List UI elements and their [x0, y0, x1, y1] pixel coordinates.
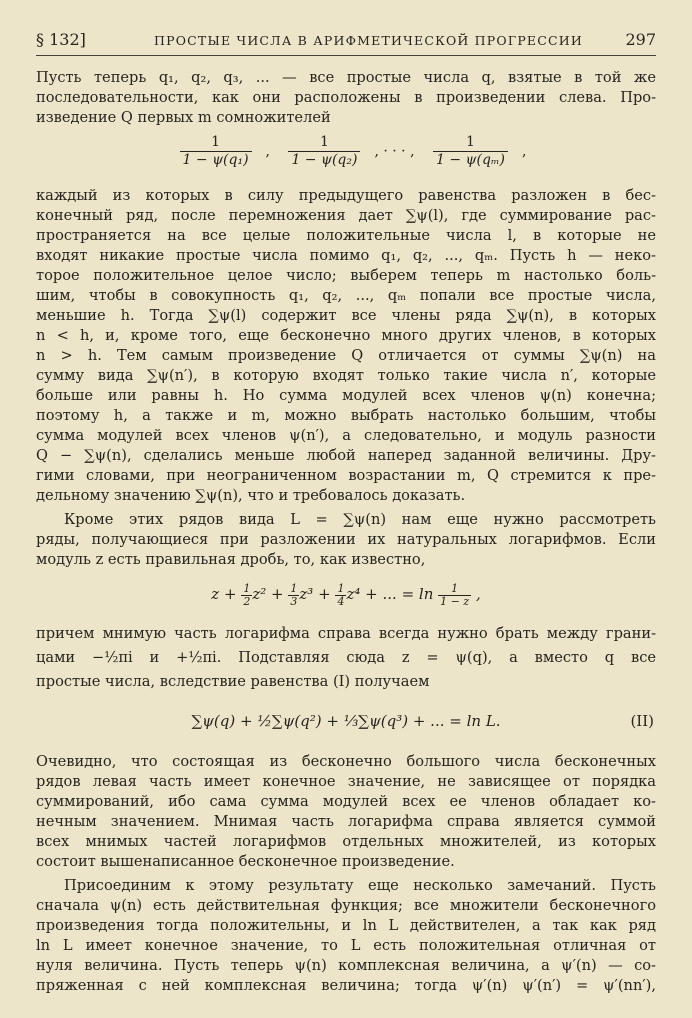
- text-line: Очевидно, что состоящая из бесконечно большого числа бесконечных: [36, 753, 656, 770]
- fraction: $\frac{1}{\text{1 − ψ(q₁)}}$: [180, 134, 252, 169]
- text-line: гими словами, при неограниченном возрастании m, Q стремится к пре-: [36, 467, 656, 484]
- text-line: входят никакие простые числа помимо q₁, q₂, ..., qₘ. Пусть h — неко-: [36, 247, 656, 264]
- text-line: меньшие h. Тогда ∑ψ(l) содержит все члены ряда ∑ψ(n), в которых: [36, 307, 656, 324]
- text-line: Кроме этих рядов вида L = ∑ψ(n) нам еще нужно рассмотреть: [64, 511, 656, 528]
- text-line: изведение Q первых m сомножителей: [36, 109, 331, 126]
- section-marker: § 132]: [36, 30, 86, 49]
- text-line: Q − ∑ψ(n), сделались меньше любой наперед заданной величины. Дру-: [36, 447, 656, 464]
- text-line: всех мнимых частей логарифмов отдельных множителей, из которых: [36, 833, 656, 850]
- text-line: пространяется на все целые положительные числа l, в которые не: [36, 227, 656, 244]
- equation-tag: (II): [630, 712, 654, 730]
- text-line: Присоединим к этому результату еще несколько замечаний. Пусть: [64, 877, 656, 894]
- log-product-equation: ∑ψ(q) + ½∑ψ(q²) + ⅓∑ψ(q³) + ... = ln L.: [191, 712, 501, 730]
- text-line: шим, чтобы в совокупность q₁, q₂, ..., qₘ попали все простые числа,: [36, 287, 656, 304]
- text-line: сумма модулей всех членов ψ(n′), а следовательно, и модуль разности: [36, 427, 656, 444]
- text-line: n > h. Тем самым произведение Q отличается от суммы ∑ψ(n) на: [36, 347, 656, 364]
- text-line: поэтому h, а также и m, можно выбрать настолько большим, чтобы: [36, 407, 656, 424]
- running-header: [36, 30, 656, 56]
- text-line: произведения тогда положительны, и ln L действителен, а так как ряд: [36, 917, 656, 934]
- log-series-equation: z + $\frac{1}{2}$ z² + $\frac{1}{3}$ z³ + $\frac{1}{4}$ z⁴ + ... = ln $\frac{1}{1 - z}$ ,: [211, 581, 481, 608]
- page-number: 297: [625, 30, 656, 49]
- text-line: нечным значением. Мнимая часть логарифма справа является суммой: [36, 813, 656, 830]
- text-line: Пусть теперь q₁, q₂, q₃, ... — все простые числа q, взятые в той же: [36, 69, 656, 86]
- header-rule: [36, 55, 656, 56]
- text-line: больше или равны h. Но сумма модулей всех членов ψ(n) конечна;: [36, 387, 656, 404]
- ellipsis: · · ·: [383, 143, 406, 160]
- text-line: сумму вида ∑ψ(n′), в которую входят только такие числа n′, которые: [36, 367, 656, 384]
- text-line: дельному значению ∑ψ(n), что и требовалось доказать.: [36, 487, 466, 504]
- text-line: ряды, получающиеся при разложении их натуральных логарифмов. Если: [36, 531, 656, 548]
- text-line: конечный ряд, после перемножения дает ∑ψ(l), где суммирование рас-: [36, 207, 656, 224]
- fraction: $\frac{1}{\text{1 − ψ(q₂)}}$: [288, 134, 360, 169]
- text-line: каждый из которых в силу предыдущего равенства разложен в бес-: [36, 187, 656, 204]
- text-line: состоит вышенаписанное бесконечное произведение.: [36, 853, 455, 870]
- text-line: последовательности, как они расположены в произведении слева. Про-: [36, 89, 656, 106]
- text-line: ln L имеет конечное значение, то L есть положительная отличная от: [36, 937, 656, 954]
- text-line: цами −½πi и +½πi. Подставляя сюда z = ψ(q), а вместо q все: [36, 649, 656, 666]
- text-line: рядов левая часть имеет конечное значение, не зависящее от порядка: [36, 773, 656, 790]
- text-line: простые числа, вследствие равенства (I) получаем: [36, 673, 430, 690]
- text-line: пряженная с ней комплексная величина; тогда ψ′(n) ψ′(n′) = ψ′(nn′),: [36, 977, 656, 994]
- fraction: $\frac{1}{\text{1 − ψ(qₘ)}}$: [433, 134, 508, 169]
- chapter-title: ПРОСТЫЕ ЧИСЛА В АРИФМЕТИЧЕСКОЙ ПРОГРЕССИИ: [154, 33, 583, 48]
- text-line: сначала ψ(n) есть действительная функция; все множители бесконечного: [36, 897, 656, 914]
- text-line: торое положительное целое число; выберем теперь m настолько боль-: [36, 267, 656, 284]
- text-line: суммирований, ибо сама сумма модулей всех ее членов обладает ко-: [36, 793, 656, 810]
- text-line: причем мнимую часть логарифма справа всегда нужно брать между грани-: [36, 625, 656, 642]
- product-factors: $\frac{1}{\text{1 − ψ(q₁)}}$ , $\frac{1}{\text{1 − ψ(q₂)}}$ , · · · , $\frac{1}{\text{1 − ψ(qₘ)}}$ ,: [0, 134, 692, 169]
- text-line: модуль z есть правильная дробь, то, как известно,: [36, 551, 426, 568]
- text-line: n < h, и, кроме того, еще бесконечно много других членов, в которых: [36, 327, 656, 344]
- text-line: нуля величина. Пусть теперь ψ(n) комплексная величина, а ψ′(n) — со-: [36, 957, 656, 974]
